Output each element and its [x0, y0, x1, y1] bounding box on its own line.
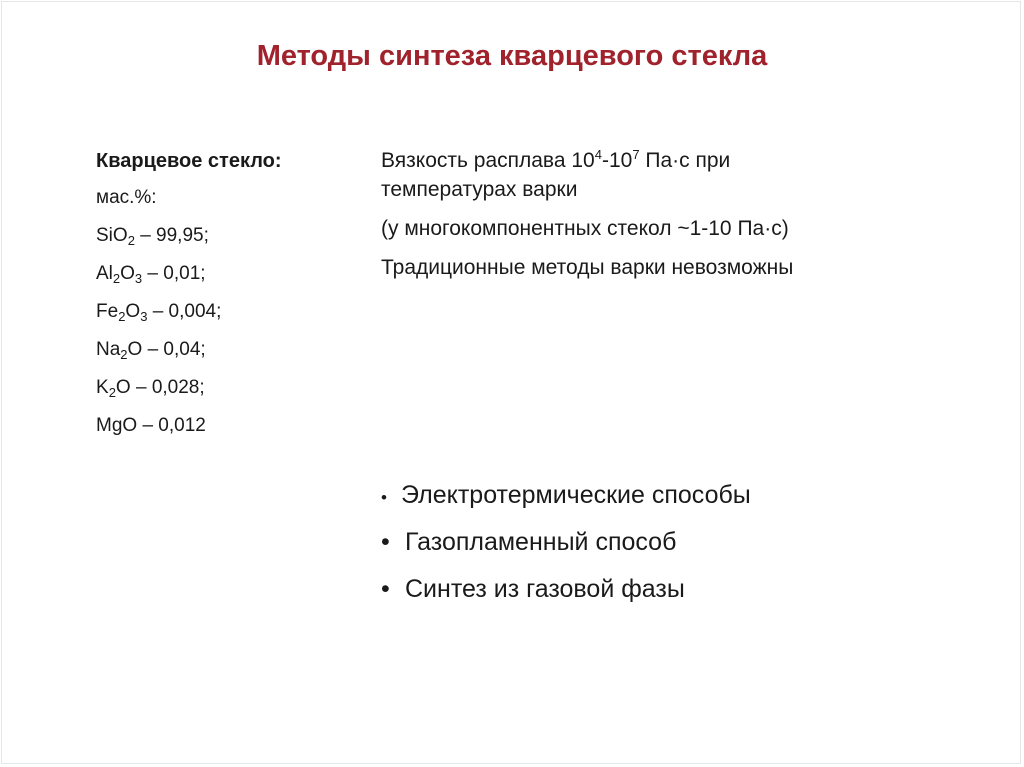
formula-part: Al [96, 263, 113, 284]
formula-subscript: 3 [140, 309, 148, 324]
composition-item-na2o [96, 339, 396, 377]
list-item [381, 522, 981, 569]
composition-units: мас.%: [96, 187, 157, 208]
composition-value: – 99,95; [134, 225, 209, 246]
composition-item-fe2o3 [96, 301, 396, 339]
composition-item-k2o [96, 377, 396, 415]
formula-part: SiO [96, 225, 128, 246]
composition-heading: Кварцевое стекло: [96, 150, 282, 172]
formula-part: Fe [96, 301, 119, 322]
viscosity-part: Вязкость расплава 10 [381, 149, 595, 172]
formula-part: K [96, 377, 109, 398]
formula-subscript: 2 [112, 271, 121, 286]
formula-part: Na [96, 339, 121, 360]
slide-title: Методы синтеза кварцевого стекла [256, 40, 768, 72]
composition-value: – 0,004; [147, 301, 222, 322]
viscosity-line2: температурах варки [381, 178, 578, 201]
bullet-icon: • [381, 575, 390, 603]
composition-value: – 0,04; [142, 339, 206, 360]
formula-subscript: 2 [127, 233, 135, 248]
formula-subscript: 2 [120, 347, 128, 362]
composition-value: – 0,028; [130, 377, 205, 398]
formula-part: O [127, 339, 143, 360]
viscosity-text [381, 146, 981, 204]
list-item-label: Электротермические способы [401, 481, 751, 509]
composition-column [96, 150, 396, 453]
composition-value: – 0,01; [142, 263, 206, 284]
composition-item-mgo [96, 415, 396, 453]
list-item [381, 569, 981, 616]
traditional-methods-text: Традиционные методы варки невозможны [381, 256, 794, 279]
composition-value: – 0,012 [137, 415, 206, 436]
formula-subscript: 2 [108, 385, 116, 400]
methods-list [381, 475, 981, 616]
list-item-label: Газопламенный способ [405, 528, 677, 556]
viscosity-exponent: 4 [594, 147, 602, 162]
viscosity-part: Па·с при [639, 149, 731, 172]
bullet-icon: • [381, 488, 387, 507]
composition-item-al2o3 [96, 263, 396, 301]
formula-subscript: 3 [134, 271, 143, 286]
multicomponent-text: (у многокомпонентных стекол ~1-10 Па·с) [381, 217, 789, 240]
list-item-label: Синтез из газовой фазы [405, 575, 685, 603]
formula-subscript: 2 [118, 309, 126, 324]
properties-column [381, 146, 981, 292]
formula-part: O [115, 377, 131, 398]
formula-part: O [120, 263, 135, 284]
formula-part: O [125, 301, 141, 322]
viscosity-exponent: 7 [632, 147, 640, 162]
viscosity-part: -10 [601, 149, 633, 172]
formula-part: MgO [96, 415, 138, 436]
bullet-icon: • [381, 528, 390, 556]
list-item [381, 475, 981, 522]
composition-item-sio2 [96, 225, 396, 263]
